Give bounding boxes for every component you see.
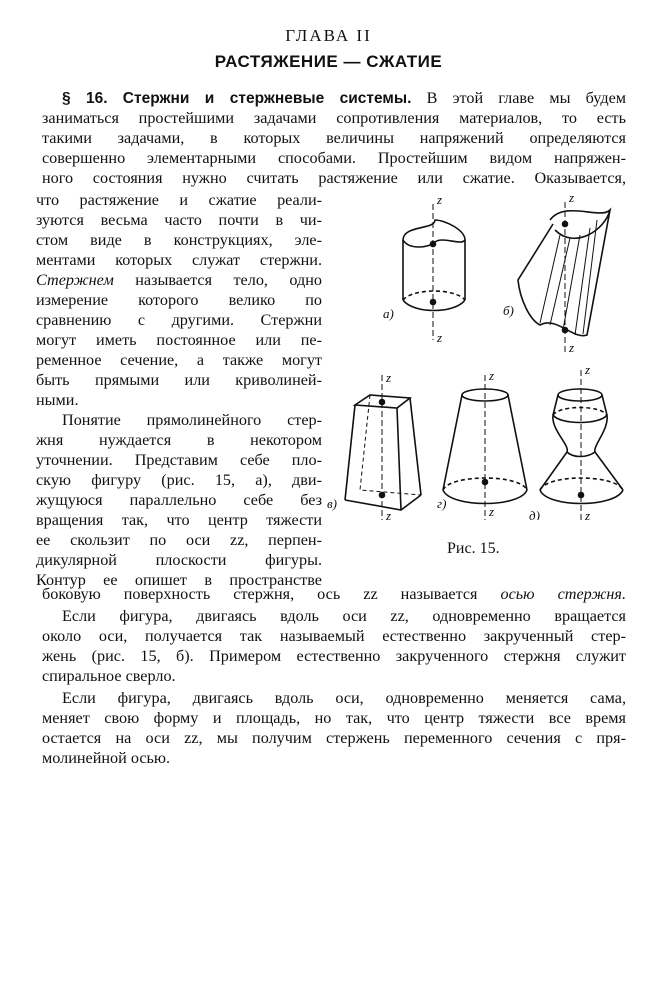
- para2-line-4: жущуюся параллельно себе без: [36, 491, 322, 509]
- wrap-line-0: что растяжение и сжатие реали-: [36, 191, 322, 209]
- wrap-line-2: стом виде в конструкциях, эле-: [36, 231, 322, 249]
- term-rod: Стержнем: [36, 271, 114, 289]
- para3-line-1: около оси, получается так называемый естественно закрученный стер-: [42, 627, 626, 645]
- figure-caption: Рис. 15.: [447, 540, 500, 557]
- wrap-line-5: измерение которого велико по: [36, 291, 322, 309]
- axis-label-c-top: z: [386, 370, 392, 385]
- section-line-3: совершенно элементарными способами. Простейшим видом напряжен-: [42, 149, 626, 167]
- para4-line-3: молинейной осью.: [42, 749, 171, 767]
- para3-line-3: спиральное сверло.: [42, 667, 176, 685]
- para2-line-3: скую фигуру (рис. 15, а), дви-: [36, 471, 322, 489]
- figure-label-c: в): [327, 496, 337, 511]
- axis-label-e-top: z: [585, 362, 591, 377]
- para2-line-5: вращения так, что центр тяжести: [36, 511, 322, 529]
- para2-line-2: уточнении. Представим себе пло-: [36, 451, 322, 469]
- figure-drawing: [325, 190, 635, 520]
- axis-label-b-bottom: z: [569, 340, 575, 355]
- wrap-line-1: зуются весьма часто почти в чи-: [36, 211, 322, 229]
- axis-line: [42, 584, 626, 604]
- axis-label-d-bottom: z: [489, 504, 495, 519]
- para2-line-7: дикулярной плоскости фигуры.: [36, 551, 322, 569]
- para2-line-0: Понятие прямолинейного стер-: [62, 411, 322, 429]
- figure-label-d: г): [437, 496, 447, 511]
- section-first-line: [62, 88, 626, 109]
- wrap-line-4-text: называется тело, одно: [135, 271, 323, 289]
- wrap-line-10: ными.: [36, 391, 79, 409]
- para2-line-1: жня нуждается в некотором: [36, 431, 322, 449]
- figure-label-b: б): [503, 303, 514, 318]
- para4-line-1: меняет свою форму и площадь, но так, что центр тяжести все время: [42, 709, 626, 727]
- rod-a-cylinder: [403, 204, 465, 340]
- section-line-0: В этой главе мы будем: [426, 89, 626, 107]
- axis-line-text: боковую поверхность стержня, ось zz называется: [42, 585, 478, 603]
- para3-line-2: жень (рис. 15, б). Примером естественно закрученного стержня служит: [42, 647, 626, 665]
- term-axis: осью стержня.: [500, 585, 627, 603]
- rod-c-prism: [345, 375, 421, 520]
- rod-d-cone: [443, 375, 527, 520]
- chapter-label: ГЛАВА II: [285, 26, 372, 45]
- axis-label-e-bottom: z: [585, 508, 591, 520]
- axis-label-b-top: z: [569, 190, 575, 205]
- para2-line-6: ее скользит по оси zz, перпен-: [36, 531, 322, 549]
- chapter-title: РАСТЯЖЕНИЕ — СЖАТИЕ: [214, 52, 443, 71]
- para4-line-0: Если фигура, двигаясь вдоль оси, одновременно меняется сама,: [62, 689, 626, 707]
- rod-e-hourglass: [540, 370, 623, 520]
- section-number: § 16.: [62, 90, 108, 107]
- section-line-2: такими задачами, в которых величины напряжений определяются: [42, 129, 626, 147]
- para3-line-0: Если фигура, двигаясь вдоль оси zz, одновременно вращается: [62, 607, 626, 625]
- wrap-line-9: быть прямыми или криволиней-: [36, 371, 322, 389]
- figure-label-e: д): [529, 508, 540, 520]
- wrap-line-4: [36, 270, 322, 290]
- para2-line-8: Контур ее опишет в пространстве: [36, 571, 322, 589]
- figure-15: [325, 190, 635, 520]
- axis-label-c-bottom: z: [386, 508, 392, 520]
- wrap-line-8: ременное сечение, а также могут: [36, 351, 322, 369]
- para4-line-2: остается на оси zz, мы получим стержень переменного сечения с пря-: [42, 729, 626, 747]
- axis-label-a-bottom: z: [437, 330, 443, 345]
- rod-b-twisted: [518, 202, 610, 355]
- wrap-line-6: сравнению с другими. Стержни: [36, 311, 322, 329]
- axis-label-d-top: z: [489, 368, 495, 383]
- section-line-4: ного состояния нужно считать растяжение или сжатие. Оказывается,: [42, 169, 626, 187]
- section-heading: Стержни и стержневые системы.: [122, 90, 412, 107]
- figure-label-a: а): [383, 306, 394, 321]
- section-line-1: заниматься простейшими задачами сопротивления материалов, то есть: [42, 109, 626, 127]
- wrap-line-3: ментами которых служат стержни.: [36, 251, 322, 269]
- wrap-line-7: могут иметь постоянное или пе-: [36, 331, 322, 349]
- axis-label-a-top: z: [437, 192, 443, 207]
